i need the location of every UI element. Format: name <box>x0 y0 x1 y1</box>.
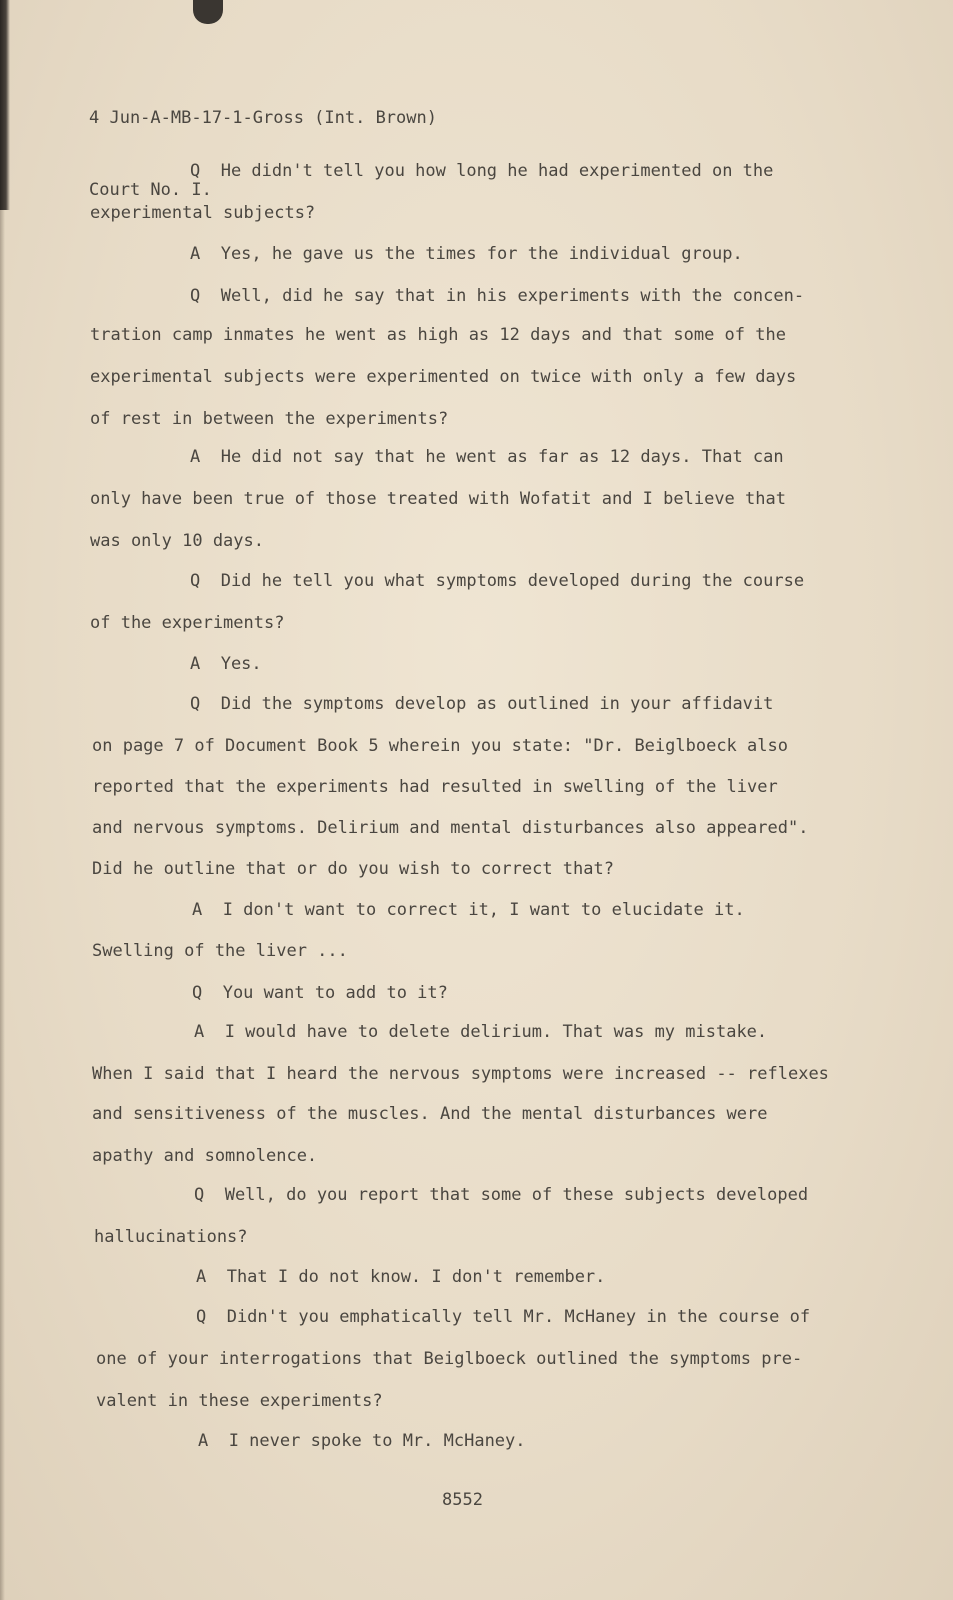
transcript-line: tration camp inmates he went as high as 12 days and that some of the <box>90 325 786 345</box>
transcript-line: Q Did the symptoms develop as outlined in your affidavit <box>190 694 774 714</box>
page-edge-shadow-lower <box>0 210 5 1600</box>
transcript-line: and sensitiveness of the muscles. And the mental disturbances were <box>92 1104 768 1124</box>
transcript-line: experimental subjects? <box>90 203 316 223</box>
transcript-line: A I never spoke to Mr. McHaney. <box>198 1431 526 1451</box>
transcript-line: and nervous symptoms. Delirium and mental disturbances also appeared". <box>92 818 809 838</box>
transcript-line: Did he outline that or do you wish to correct that? <box>92 859 614 879</box>
transcript-line: of rest in between the experiments? <box>90 409 449 429</box>
transcript-line: valent in these experiments? <box>96 1391 383 1411</box>
transcript-line: A Yes, he gave us the times for the individual group. <box>190 244 743 264</box>
transcript-line: Q You want to add to it? <box>192 983 448 1003</box>
header-court: Court No. I. <box>89 180 212 200</box>
transcript-line: one of your interrogations that Beiglboeck outlined the symptoms pre- <box>96 1349 803 1369</box>
page-number: 8552 <box>442 1490 483 1510</box>
transcript-line: Q He didn't tell you how long he had experimented on the <box>190 161 774 181</box>
transcript-line: only have been true of those treated with Wofatit and I believe that <box>90 489 786 509</box>
transcript-line: When I said that I heard the nervous symptoms were increased -- reflexes <box>92 1064 829 1084</box>
punch-hole <box>193 0 223 24</box>
transcript-line: A I would have to delete delirium. That was my mistake. <box>194 1022 768 1042</box>
transcript-line: Swelling of the liver ... <box>92 941 348 961</box>
transcript-line: on page 7 of Document Book 5 wherein you state: "Dr. Beiglboeck also <box>92 736 788 756</box>
header-reference: 4 Jun-A-MB-17-1-Gross (Int. Brown) <box>89 108 437 128</box>
transcript-line: reported that the experiments had resulted in swelling of the liver <box>92 777 778 797</box>
page-edge-shadow <box>0 0 10 210</box>
transcript-line: hallucinations? <box>94 1227 248 1247</box>
transcript-line: experimental subjects were experimented on twice with only a few days <box>90 367 797 387</box>
transcript-line: Q Well, do you report that some of these subjects developed <box>194 1185 809 1205</box>
transcript-line: Q Well, did he say that in his experiments with the concen- <box>190 286 805 306</box>
transcript-line: apathy and somnolence. <box>92 1146 318 1166</box>
transcript-line: A That I do not know. I don't remember. <box>196 1267 606 1287</box>
transcript-line: of the experiments? <box>90 613 285 633</box>
transcript-line: was only 10 days. <box>90 531 264 551</box>
transcript-line: A I don't want to correct it, I want to elucidate it. <box>192 900 745 920</box>
transcript-line: A Yes. <box>190 654 262 674</box>
transcript-line: Q Did he tell you what symptoms developed during the course <box>190 571 805 591</box>
transcript-line: Q Didn't you emphatically tell Mr. McHaney in the course of <box>196 1307 811 1327</box>
transcript-line: A He did not say that he went as far as 12 days. That can <box>190 447 784 467</box>
